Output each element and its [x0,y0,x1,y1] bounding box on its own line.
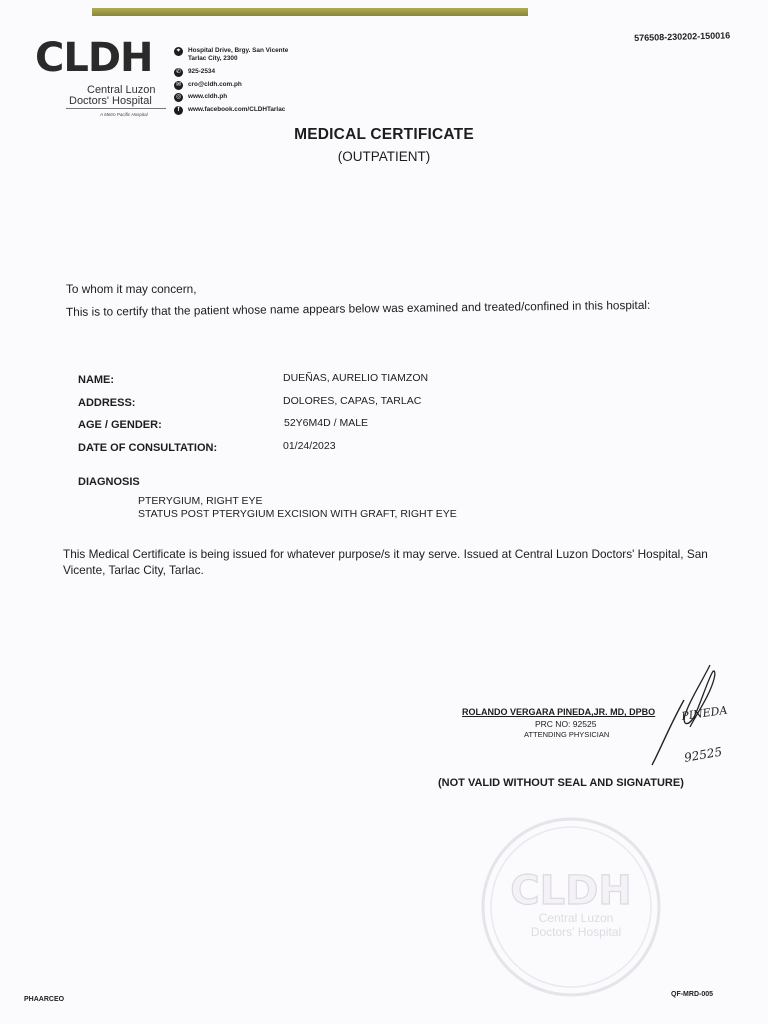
field-value-name: DUEÑAS, AURELIO TIAMZON [283,372,429,384]
closing-statement: This Medical Certificate is being issued for whatever purpose/s it may serve. Issued at Central Luzon Doctors' Hospital, San Vicente, Tarlac City, Tarlac. [63,547,708,577]
physician-role: ATTENDING PHYSICIAN [524,730,610,739]
diagnosis-line-1: PTERYGIUM, RIGHT EYE [138,495,263,507]
facebook-icon: f [174,106,183,115]
seal-line2: Doctors' Hospital [530,925,622,939]
certify-statement: This is to certify that the patient whose name appears below was examined and treated/confined in this hospital: [65,297,651,319]
embossed-seal [476,812,666,1002]
phone-icon: ✆ [175,69,182,75]
contact-address-line1: Hospital Drive, Brgy. San Vicente [188,47,289,54]
logo-mark: CLDH [35,35,153,81]
contact-list [174,47,288,118]
footer-form-code: QF-MRD-005 [671,991,714,998]
handwritten-name: PINEDA [680,703,729,723]
handwritten-prc: 92525 [683,744,724,765]
contact-website-text: www.cldh.ph [188,93,228,101]
globe-icon: ◎ [175,94,182,101]
seal-mark: CLDH [510,868,632,914]
field-label-consultation-date: DATE OF CONSULTATION: [78,442,218,454]
contact-facebook [174,106,288,119]
contact-phone [174,68,288,81]
salutation: To whom it may concern, [66,282,197,296]
physician-signature [630,655,768,795]
field-label-age-gender: AGE / GENDER: [78,419,162,431]
seal-line1: Central Luzon [538,911,614,925]
field-label-name: NAME: [78,374,115,386]
contact-facebook-text: www.facebook.com/CLDHTarlac [188,105,286,113]
document-subtitle: (OUTPATIENT) [337,149,431,164]
contact-website [174,93,288,106]
contact-email [174,81,288,94]
field-value-age-gender: 52Y6M4D / MALE [284,417,369,429]
physician-prc-number: PRC NO: 92525 [535,719,597,729]
logo-name-line1: Central Luzon [87,84,156,96]
diagnosis-line-2: STATUS POST PTERYGIUM EXCISION WITH GRAFT, RIGHT EYE [138,508,457,520]
top-tape-strip [92,8,528,16]
footer-prepared-by: PHAARCEO [24,996,65,1003]
document-title: MEDICAL CERTIFICATE [294,126,474,143]
contact-email-text: cro@cldh.com.ph [188,80,242,88]
reference-number: 576508-230202-150016 [634,30,731,43]
validity-notice: (NOT VALID WITHOUT SEAL AND SIGNATURE) [438,777,684,789]
diagnosis-label: DIAGNOSIS [78,476,140,488]
location-pin-icon: ⌖ [174,47,183,56]
logo-name-line2: Doctors' Hospital [69,95,152,107]
contact-address [174,47,288,68]
field-value-consultation-date: 01/24/2023 [283,440,336,452]
email-icon: ✉ [175,81,182,88]
logo-rule [66,108,166,109]
field-label-address: ADDRESS: [78,397,136,409]
logo-tagline: A Metro Pacific Hospital [100,112,148,117]
contact-address-line2: Tarlac City, 2300 [188,55,238,62]
physician-name: ROLANDO VERGARA PINEDA,JR. MD, DPBO [462,707,656,717]
field-value-address: DOLORES, CAPAS, TARLAC [283,395,422,407]
contact-phone-text: 925-2534 [188,68,216,75]
